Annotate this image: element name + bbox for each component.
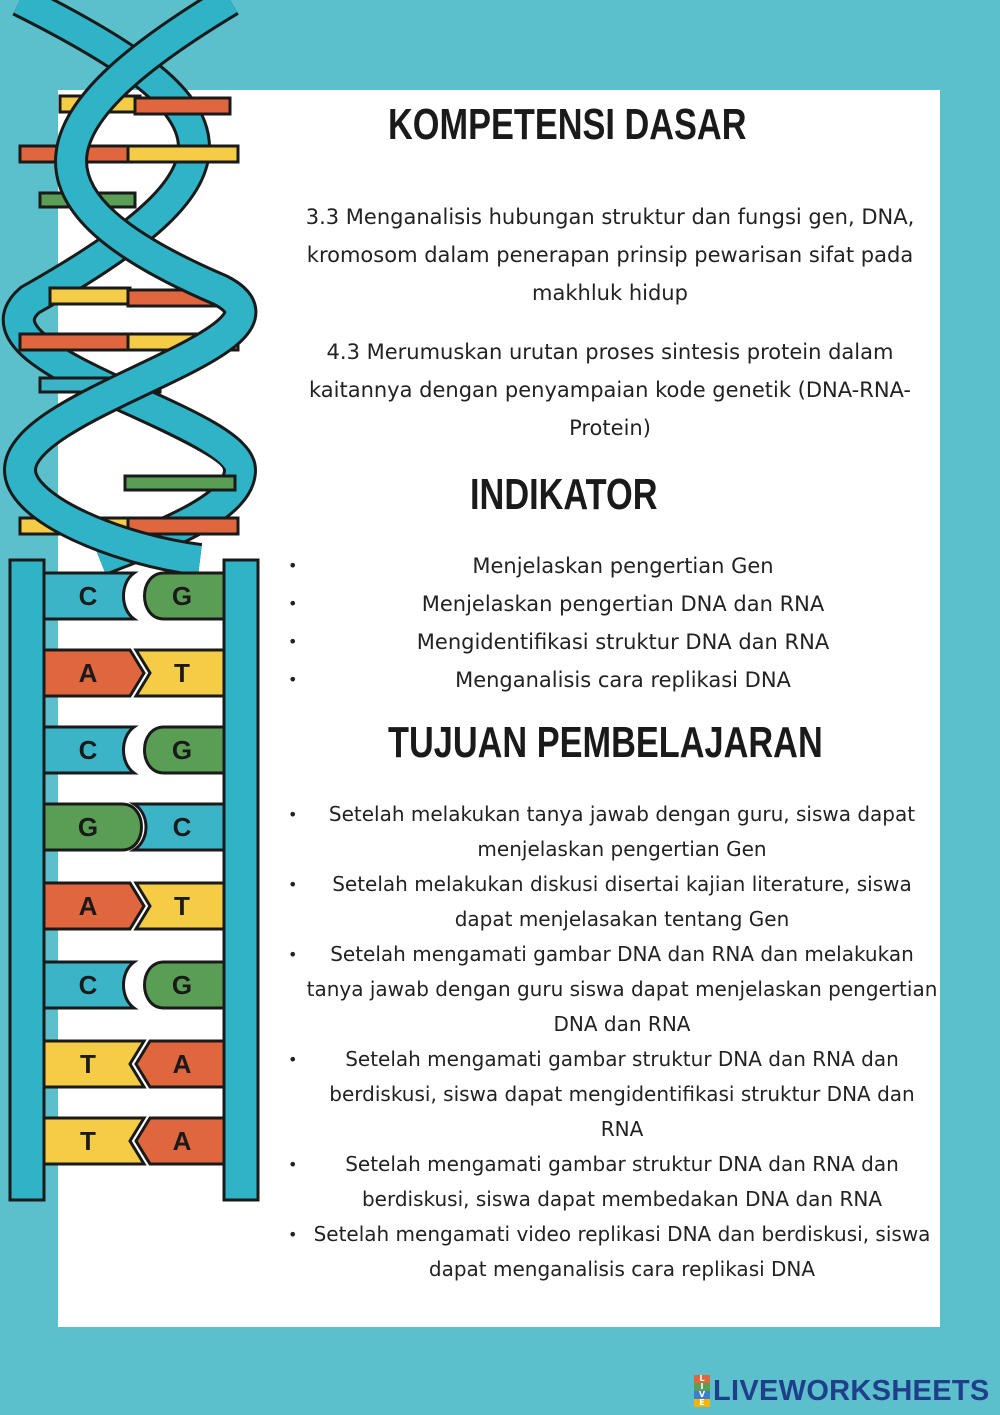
list-item-text: Menganalisis cara replikasi DNA [455, 668, 791, 692]
list-item-text: Setelah mengamati gambar struktur DNA dan RNA dan berdiskusi, siswa dapat mengidentifikasi struktur DNA dan RNA [329, 1047, 915, 1141]
list-item [288, 1217, 938, 1287]
list-item [288, 1042, 938, 1147]
dna-illustration [0, 0, 290, 1210]
bullet-icon: • [288, 805, 298, 824]
bullet-icon: • [288, 945, 298, 964]
kompetensi-item-1: 3.3 Menganalisis hubungan struktur dan fungsi gen, DNA, kromosom dalam penerapan prinsip pewarisan sifat pada makhluk hidup [305, 205, 915, 305]
base-right-label: G [171, 970, 193, 1000]
base-right-label: C [172, 812, 192, 842]
base-right-label: G [171, 735, 193, 765]
logo-mark-letter: L [694, 1375, 710, 1383]
bullet-icon: • [288, 632, 298, 651]
list-item-text: Menjelaskan pengertian DNA dan RNA [421, 592, 825, 616]
logo-mark-letter: I [694, 1383, 710, 1391]
kompetensi-item-2: 4.3 Merumuskan urutan proses sintesis protein dalam kaitannya dengan penyampaian kode genetik (DNA-RNA-Protein) [308, 340, 912, 440]
list-item-text: Setelah mengamati video replikasi DNA dan berdiskusi, siswa dapat menganalisis cara replikasi DNA [313, 1222, 931, 1281]
bullet-icon: • [288, 670, 298, 689]
list-item [288, 585, 938, 623]
bullet-icon: • [288, 875, 298, 894]
list-item-text: Mengidentifikasi struktur DNA dan RNA [416, 630, 830, 654]
base-right-label: T [174, 891, 190, 921]
helix-rungs [20, 96, 238, 534]
base-left-label: A [78, 658, 98, 688]
tujuan-heading: TUJUAN PEMBELAJARAN [388, 718, 823, 767]
tujuan-list [288, 797, 938, 1287]
bullet-icon: • [288, 1155, 298, 1174]
bullet-icon: • [288, 556, 298, 575]
indikator-list [288, 547, 938, 699]
list-item [288, 867, 938, 937]
list-item-text: Setelah melakukan tanya jawab dengan guru, siswa dapat menjelaskan pengertian Gen [328, 802, 916, 861]
list-item [288, 661, 938, 699]
logo-mark-letter: V [694, 1391, 710, 1399]
list-item-text: Menjelaskan pengertian Gen [472, 554, 774, 578]
indikator-heading: INDIKATOR [470, 470, 658, 519]
base-left-label: T [80, 1049, 96, 1079]
base-left-label: T [80, 1126, 96, 1156]
base-right-label: G [171, 581, 193, 611]
ladder-left-rail [10, 560, 44, 1200]
bullet-icon: • [288, 1225, 298, 1244]
base-left-label: C [78, 581, 98, 611]
liveworksheets-wordmark: LIVEWORKSHEETS [713, 1374, 990, 1407]
base-right-label: A [172, 1049, 192, 1079]
liveworksheets-logo[interactable] [694, 1374, 990, 1408]
list-item [288, 623, 938, 661]
bullet-icon: • [288, 594, 298, 613]
list-item-text: Setelah mengamati gambar struktur DNA dan RNA dan berdiskusi, siswa dapat membedakan DNA dan RNA [345, 1152, 899, 1211]
base-right-label: A [172, 1126, 192, 1156]
ladder-right-rail [224, 560, 258, 1200]
kompetensi-heading: KOMPETENSI DASAR [388, 100, 747, 149]
liveworksheets-mark-icon [694, 1375, 710, 1407]
base-left-label: G [77, 812, 99, 842]
ladder-base-pairs [44, 573, 224, 1164]
list-item [288, 1147, 938, 1217]
list-item [288, 937, 938, 1042]
list-item-text: Setelah mengamati gambar DNA dan RNA dan melakukan tanya jawab dengan guru siswa dapat menjelaskan pengertian DNA dan RNA [306, 942, 938, 1036]
list-item [288, 797, 938, 867]
base-left-label: C [78, 735, 98, 765]
list-item-text: Setelah melakukan diskusi disertai kajian literature, siswa dapat menjelasakan tentang Gen [332, 872, 912, 931]
logo-mark-letter: E [694, 1399, 710, 1407]
base-right-label: T [174, 658, 190, 688]
list-item [288, 547, 938, 585]
base-left-label: A [78, 891, 98, 921]
base-left-label: C [78, 970, 98, 1000]
bullet-icon: • [288, 1050, 298, 1069]
